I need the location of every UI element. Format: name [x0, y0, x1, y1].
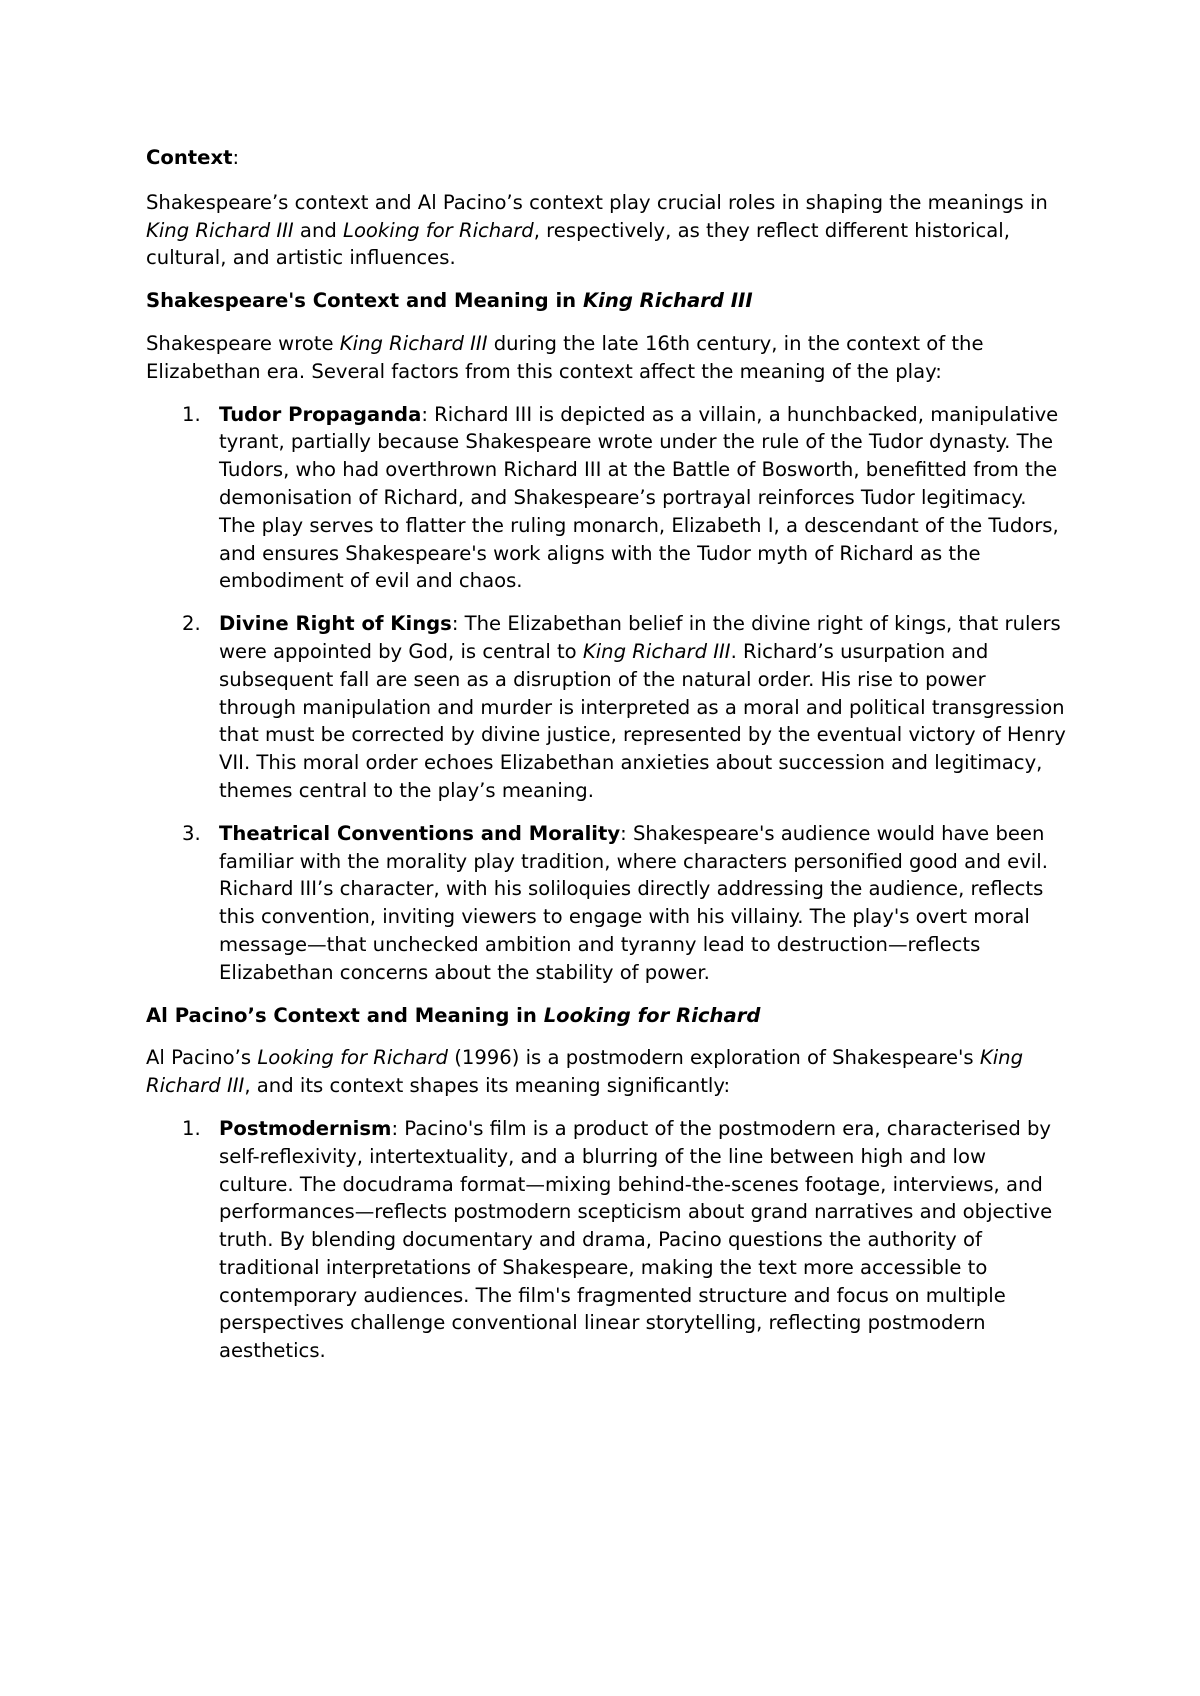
list-term: Theatrical Conventions and Morality: [219, 821, 621, 845]
list-term: Tudor Propaganda: [219, 402, 422, 426]
section2-heading: Al Pacino’s Context and Meaning in Looking for Richard: [146, 1003, 761, 1027]
list-term: Postmodernism: [219, 1116, 392, 1140]
list-number: 3.: [182, 821, 201, 845]
intro-paragraph: Shakespeare’s context and Al Pacino’s context play crucial roles in shaping the meanings in King Richard III and Looking for Richard, respectively, as they reflect different historical, cultural, and artistic influences.: [146, 190, 1048, 270]
document-page: [146, 144, 1066, 1380]
section2-intro: Al Pacino’s Looking for Richard (1996) is a postmodern exploration of Shakespeare's King Richard III, and its context shapes its meaning significantly:: [146, 1046, 1024, 1098]
list-item: 2. Divine Right of Kings: The Elizabethan belief in the divine right of kings, that rulers were appointed by God, is central to King Richard III. Richard’s usurpation and subsequent fall are seen as a disruption of the natural order. His rise to power through manipulation and murder is interpreted as a moral and political transgression that must be corrected by divine justice, represented by the eventual victory of Henry VII. This moral order echoes Elizabethan anxieties about succession and legitimacy, themes central to the play’s meaning.: [182, 612, 1066, 802]
list-item: 1. Postmodernism: Pacino's film is a product of the postmodern era, characterised by self-reflexivity, intertextuality, and a blurring of the line between high and low culture. The docudrama format—mixing behind-the-scenes footage, interviews, and performances—reflects postmodern scepticism about grand narratives and objective truth. By blending documentary and drama, Pacino questions the authority of traditional interpretations of Shakespeare, making the text more accessible to contemporary audiences. The film's fragmented structure and focus on multiple perspectives challenge conventional linear storytelling, reflecting postmodern aesthetics.: [182, 1116, 1053, 1363]
list-term: Divine Right of Kings: [219, 612, 452, 636]
context-label-bold: Context: [146, 146, 233, 169]
section1-heading: Shakespeare's Context and Meaning in King Richard III: [146, 289, 753, 313]
context-label-colon: :: [232, 146, 240, 169]
list-item: 1. Tudor Propaganda: Richard III is depicted as a villain, a hunchbacked, manipulative tyrant, partially because Shakespeare wrote under the rule of the Tudor dynasty. The Tudors, who had overthrown Richard III at the Battle of Bosworth, benefitted from the demonisation of Richard, and Shakespeare’s portrayal reinforces Tudor legitimacy. The play serves to flatter the ruling monarch, Elizabeth I, a descendant of the Tudors, and ensures Shakespeare's work aligns with the Tudor myth of Richard as the embodiment of evil and chaos.: [182, 402, 1059, 593]
title-king-richard: King Richard III: [146, 218, 294, 242]
section1-list: [146, 401, 1066, 987]
list-number: 1.: [182, 402, 201, 426]
section2-list: [146, 1115, 1066, 1365]
context-label: [146, 144, 1066, 172]
title-looking-for-richard: Looking for Richard: [343, 218, 534, 242]
list-number: 2.: [182, 612, 201, 636]
list-item: 3. Theatrical Conventions and Morality: Shakespeare's audience would have been familiar with the morality play tradition, where characters personified good and evil. Richard III’s character, with his soliloquies directly addressing the audience, reflects this convention, inviting viewers to engage with his villainy. The play's overt moral message—that unchecked ambition and tyranny lead to destruction—reflects Elizabethan concerns about the stability of power.: [182, 821, 1048, 984]
list-number: 1.: [182, 1116, 201, 1140]
section1-intro: Shakespeare wrote King Richard III during the late 16th century, in the context of the Elizabethan era. Several factors from this context affect the meaning of the play:: [146, 331, 984, 383]
